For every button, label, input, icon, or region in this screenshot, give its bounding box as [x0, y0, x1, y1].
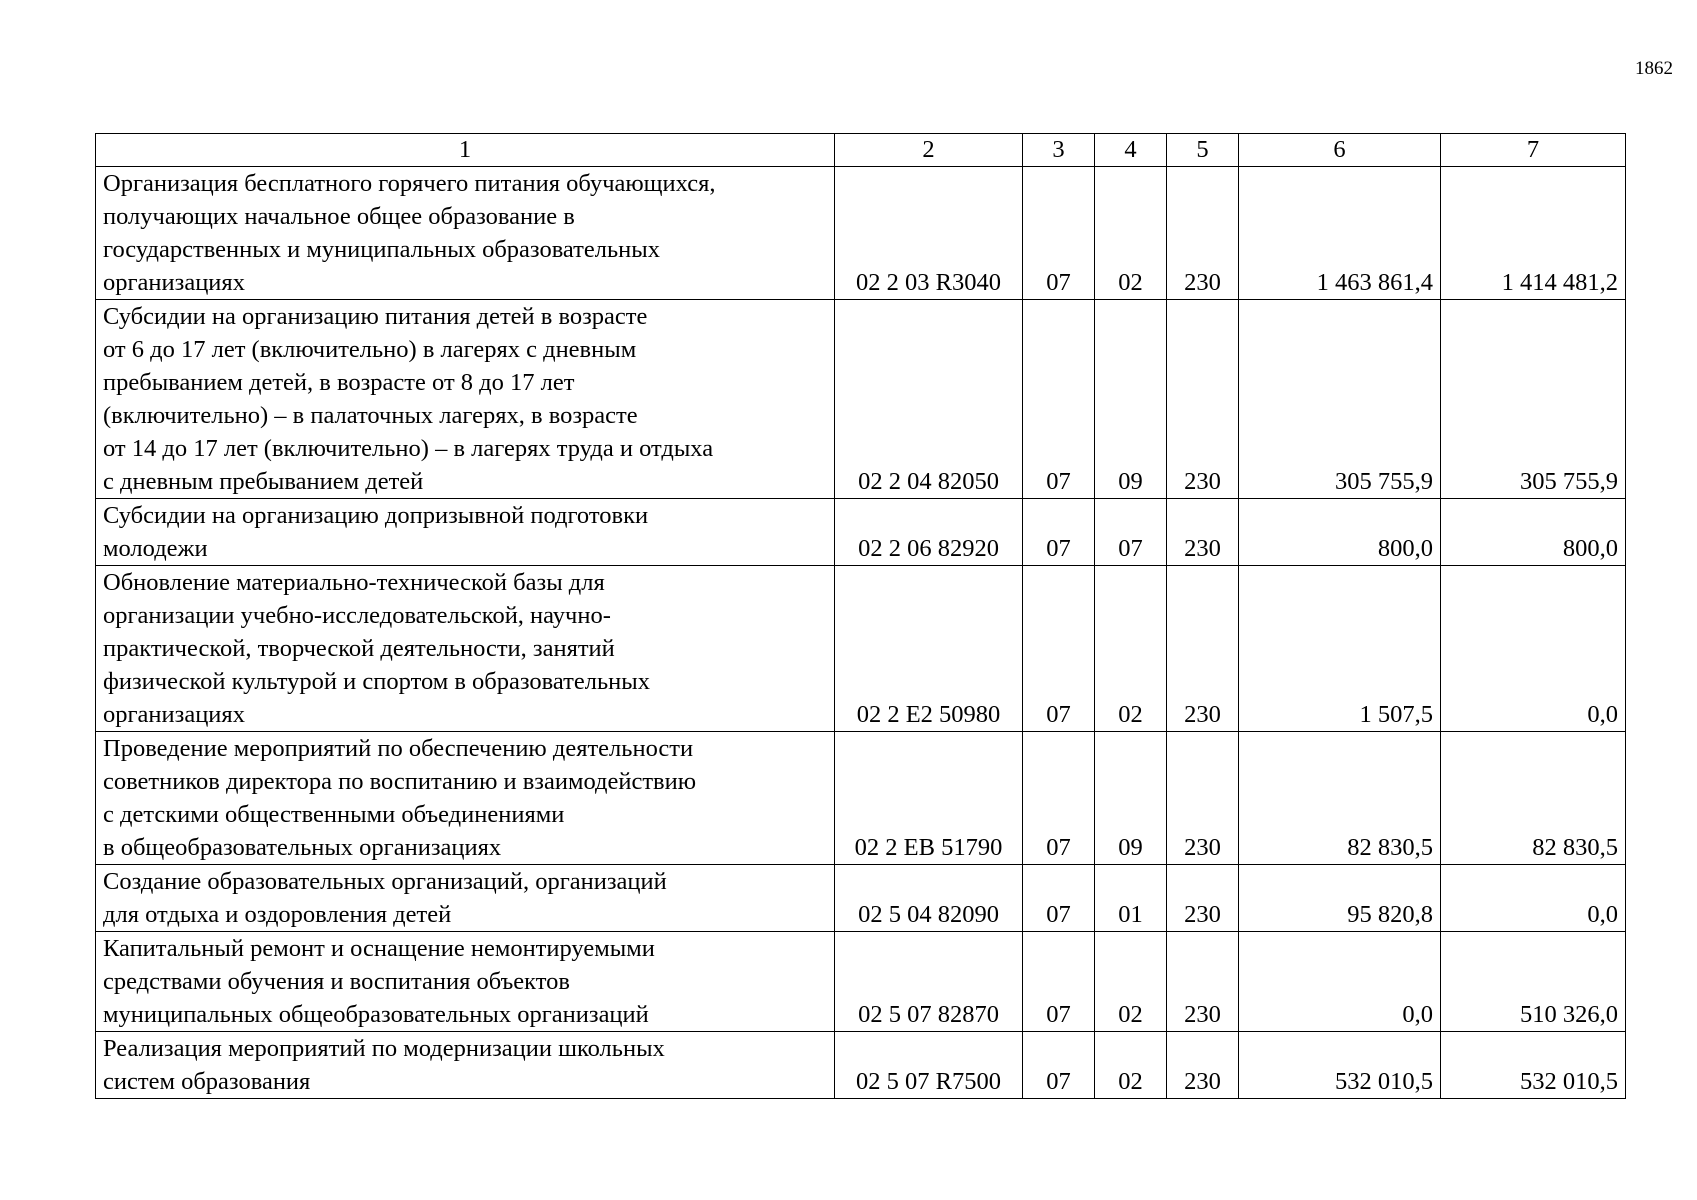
row-section: 07	[1023, 932, 1095, 1032]
column-header-7: 7	[1441, 134, 1626, 167]
row-code: 02 5 07 82870	[835, 932, 1023, 1032]
row-subsection: 02	[1095, 1032, 1167, 1099]
header-row	[96, 134, 1626, 167]
row-value-6: 305 755,9	[1239, 300, 1441, 499]
column-header-4: 4	[1095, 134, 1167, 167]
row-code: 02 2 E2 50980	[835, 566, 1023, 732]
column-header-2: 2	[835, 134, 1023, 167]
row-name: Капитальный ремонт и оснащение немонтируемыми средствами обучения и воспитания объектов муниципальных общеобразовательных организаций	[96, 932, 835, 1032]
table-row	[96, 865, 1626, 932]
column-header-1: 1	[96, 134, 835, 167]
row-subsection: 02	[1095, 932, 1167, 1032]
table-row	[96, 300, 1626, 499]
row-code: 02 5 04 82090	[835, 865, 1023, 932]
budget-table	[95, 133, 1626, 1099]
row-type: 230	[1167, 499, 1239, 566]
row-value-6: 95 820,8	[1239, 865, 1441, 932]
row-name: Обновление материально-технической базы для организации учебно-исследовательской, научно- практической, творческой деятельности, занятий физической культурой и спортом в образовательных организациях	[96, 566, 835, 732]
column-header-6: 6	[1239, 134, 1441, 167]
row-value-7: 510 326,0	[1441, 932, 1626, 1032]
row-type: 230	[1167, 1032, 1239, 1099]
table-row	[96, 566, 1626, 732]
table-row	[96, 732, 1626, 865]
row-type: 230	[1167, 732, 1239, 865]
column-header-3: 3	[1023, 134, 1095, 167]
row-name: Субсидии на организацию допризывной подготовки молодежи	[96, 499, 835, 566]
row-type: 230	[1167, 300, 1239, 499]
row-value-7: 1 414 481,2	[1441, 167, 1626, 300]
row-subsection: 01	[1095, 865, 1167, 932]
row-code: 02 2 03 R3040	[835, 167, 1023, 300]
row-code: 02 2 06 82920	[835, 499, 1023, 566]
row-value-7: 532 010,5	[1441, 1032, 1626, 1099]
row-value-6: 0,0	[1239, 932, 1441, 1032]
row-value-7: 82 830,5	[1441, 732, 1626, 865]
row-section: 07	[1023, 732, 1095, 865]
row-value-6: 82 830,5	[1239, 732, 1441, 865]
page-number: 1862	[1635, 58, 1673, 79]
row-name: Проведение мероприятий по обеспечению деятельности советников директора по воспитанию и взаимодействию с детскими общественными объединениями в общеобразовательных организациях	[96, 732, 835, 865]
row-type: 230	[1167, 167, 1239, 300]
row-type: 230	[1167, 865, 1239, 932]
column-header-5: 5	[1167, 134, 1239, 167]
row-subsection: 02	[1095, 566, 1167, 732]
row-subsection: 09	[1095, 300, 1167, 499]
table-row	[96, 167, 1626, 300]
row-value-7: 0,0	[1441, 566, 1626, 732]
row-subsection: 07	[1095, 499, 1167, 566]
row-section: 07	[1023, 499, 1095, 566]
row-name: Создание образовательных организаций, организаций для отдыха и оздоровления детей	[96, 865, 835, 932]
row-type: 230	[1167, 566, 1239, 732]
table-row	[96, 1032, 1626, 1099]
row-section: 07	[1023, 865, 1095, 932]
row-code: 02 2 EB 51790	[835, 732, 1023, 865]
row-value-6: 800,0	[1239, 499, 1441, 566]
row-value-7: 305 755,9	[1441, 300, 1626, 499]
row-value-7: 0,0	[1441, 865, 1626, 932]
row-name: Реализация мероприятий по модернизации школьных систем образования	[96, 1032, 835, 1099]
row-subsection: 02	[1095, 167, 1167, 300]
row-code: 02 2 04 82050	[835, 300, 1023, 499]
row-type: 230	[1167, 932, 1239, 1032]
row-section: 07	[1023, 566, 1095, 732]
row-section: 07	[1023, 1032, 1095, 1099]
row-subsection: 09	[1095, 732, 1167, 865]
table-row	[96, 932, 1626, 1032]
row-value-6: 1 507,5	[1239, 566, 1441, 732]
row-value-6: 1 463 861,4	[1239, 167, 1441, 300]
row-code: 02 5 07 R7500	[835, 1032, 1023, 1099]
row-value-6: 532 010,5	[1239, 1032, 1441, 1099]
row-section: 07	[1023, 167, 1095, 300]
table-row	[96, 499, 1626, 566]
row-section: 07	[1023, 300, 1095, 499]
row-name: Организация бесплатного горячего питания обучающихся, получающих начальное общее образование в государственных и муниципальных образовательных организациях	[96, 167, 835, 300]
row-name: Субсидии на организацию питания детей в возрасте от 6 до 17 лет (включительно) в лагерях с дневным пребыванием детей, в возрасте от 8 до 17 лет (включительно) – в палаточных лагерях, в возрасте от 14 до 17 лет (включительно) – в лагерях труда и отдыха с дневным пребыванием детей	[96, 300, 835, 499]
row-value-7: 800,0	[1441, 499, 1626, 566]
